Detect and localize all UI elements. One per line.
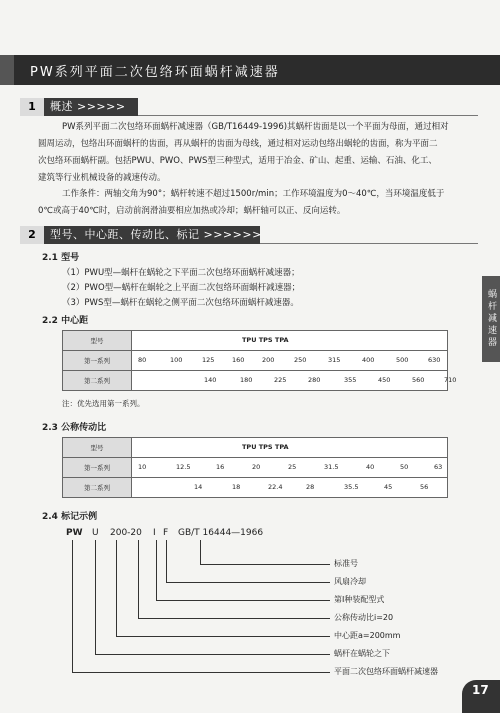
section-2-rule: [260, 243, 478, 244]
table-row: [63, 458, 448, 478]
table-cell: 16: [216, 463, 225, 471]
table-header-types: [132, 438, 448, 458]
leader-line: [116, 636, 330, 637]
table-cell: 280: [308, 376, 321, 384]
leader-line: [72, 540, 73, 672]
types-label: TPU TPS TPA: [242, 336, 289, 344]
types-label: TPU TPS TPA: [242, 443, 289, 451]
table-cell: 710: [444, 376, 457, 384]
table-cell: 160: [232, 356, 245, 364]
leader-line: [116, 540, 117, 636]
section-1-number: 1: [20, 98, 44, 116]
table-cell: 225: [274, 376, 287, 384]
leader-line: [138, 618, 330, 619]
marking-label: 蜗杆在蜗轮之下: [334, 649, 390, 658]
marking-label: 平面二次包络环面蜗杆减速器: [334, 667, 438, 676]
leader-line: [166, 540, 167, 582]
table-cell: 40: [366, 463, 375, 471]
table-row: [63, 438, 448, 458]
table-cell: 560: [412, 376, 425, 384]
code-part-standard: GB/T 16444—1966: [178, 528, 264, 538]
table-cell: 180: [240, 376, 253, 384]
chapter-side-tab: 蜗杆减速器: [482, 276, 500, 362]
subsection-2-3-title: 2.3 公称传动比: [42, 423, 107, 433]
leader-line: [156, 540, 157, 600]
row-values: [132, 351, 448, 371]
leader-line: [166, 582, 330, 583]
center-distance-table: [62, 330, 457, 391]
leader-line: [138, 540, 139, 618]
table-cell: 63: [434, 463, 443, 471]
row-label: 第一系列: [63, 458, 132, 478]
table-cell: 355: [344, 376, 357, 384]
table-cell: 18: [232, 483, 241, 491]
row-values: [132, 478, 448, 498]
table-cell: 25: [288, 463, 297, 471]
table-header-label: 型号: [63, 438, 132, 458]
page-title: PW系列平面二次包络环面蜗杆减速器: [30, 65, 280, 80]
marking-label: 公称传动比i=20: [334, 613, 394, 622]
section-1-title: 概述 >>>>>: [50, 100, 126, 113]
marking-label: 标准号: [334, 559, 358, 568]
code-part-cooling: F: [163, 528, 169, 538]
subsection-2-4-title: 2.4 标记示例: [42, 512, 98, 522]
table-cell: 22.4: [268, 483, 283, 491]
header-accent: [0, 55, 14, 85]
code-part-type: U: [92, 528, 99, 538]
section-2-number: 2: [20, 226, 44, 244]
table-cell: 630: [428, 356, 441, 364]
model-item: （2）PWO型—蜗杆在蜗轮之上平面二次包络环面蜗杆减速器；: [62, 283, 301, 293]
row-values: [132, 458, 448, 478]
subsection-2-1-title: 2.1 型号: [42, 253, 80, 263]
table-cell: 100: [170, 356, 183, 364]
table-cell: 35.5: [344, 483, 359, 491]
subsection-2-2-title: 2.2 中心距: [42, 316, 89, 326]
leader-line: [156, 600, 330, 601]
leader-line: [200, 564, 330, 565]
paragraph-line: 工作条件：两轴交角为90°；蜗杆转速不超过1500r/min；工作环境温度为0～40℃，当环境温度低于: [62, 189, 445, 199]
table-row: [63, 478, 448, 498]
table-cell: 12.5: [176, 463, 191, 471]
leader-line: [200, 540, 201, 564]
table-cell: 315: [328, 356, 341, 364]
table-cell: 28: [306, 483, 315, 491]
table-header-types: [132, 331, 448, 351]
table-cell: 200: [262, 356, 275, 364]
table-cell: 56: [420, 483, 429, 491]
leader-line: [95, 654, 330, 655]
table-cell: 80: [138, 356, 147, 364]
table-cell: 20: [252, 463, 261, 471]
row-label: 第二系列: [63, 371, 132, 391]
row-label: 第一系列: [63, 351, 132, 371]
table-cell: 50: [400, 463, 409, 471]
section-1-rule: [138, 115, 478, 116]
table-cell: 125: [202, 356, 215, 364]
paragraph-line: 0℃或高于40℃时，启动前润滑油要相应加热或冷却；蜗杆轴可以正、反向运转。: [38, 206, 346, 216]
model-item: （3）PWS型—蜗杆在蜗轮之侧平面二次包络环面蜗杆减速器。: [62, 298, 299, 308]
code-part-series: PW: [66, 528, 83, 538]
paragraph-line: 次包络环面蜗杆副。包括PWU、PWO、PWS型三种型式，适用于冶金、矿山、起重、运输、石油、化工、: [38, 156, 437, 166]
table-cell: 400: [362, 356, 375, 364]
paragraph-line: 建筑等行业机械设备的减速传动。: [38, 173, 166, 183]
leader-line: [72, 672, 330, 673]
paragraph-line: PW系列平面二次包络环面蜗杆减速器（GB/T16449-1996)其蜗杆齿面是以一个平面为母面，通过相对: [62, 122, 449, 132]
table-cell: 45: [384, 483, 393, 491]
page-number: 17: [472, 683, 489, 697]
code-part-assembly: Ⅰ: [153, 528, 156, 538]
table-cell: 140: [204, 376, 217, 384]
table-header-label: 型号: [63, 331, 132, 351]
table-note: 注：优先选用第一系列。: [62, 399, 145, 408]
marking-label: 中心距a=200mm: [334, 631, 401, 640]
marking-label: 第Ⅰ种装配型式: [334, 595, 385, 604]
section-2-title: 型号、中心距、传动比、标记 >>>>>>: [50, 228, 262, 241]
row-values: [132, 371, 457, 391]
table-row: [63, 331, 448, 351]
table-cell: 450: [378, 376, 391, 384]
model-item: （1）PWU型—蜗杆在蜗轮之下平面二次包络环面蜗杆减速器；: [62, 268, 300, 278]
ratio-table: [62, 437, 448, 498]
marking-label: 风扇冷却: [334, 577, 366, 586]
paragraph-line: 圆周运动，包络出环面蜗杆的齿面，再从蜗杆的齿面为母线，通过相对运动包络出蜗轮的齿面，称为平面二: [38, 139, 438, 149]
table-cell: 14: [194, 483, 203, 491]
table-row: [63, 371, 448, 391]
code-part-size-ratio: 200-20: [110, 528, 142, 538]
table-cell: 10: [138, 463, 147, 471]
leader-line: [95, 540, 96, 654]
table-cell: 31.5: [324, 463, 339, 471]
row-label: 第二系列: [63, 478, 132, 498]
table-row: [63, 351, 448, 371]
table-cell: 500: [396, 356, 409, 364]
table-cell: 250: [294, 356, 307, 364]
